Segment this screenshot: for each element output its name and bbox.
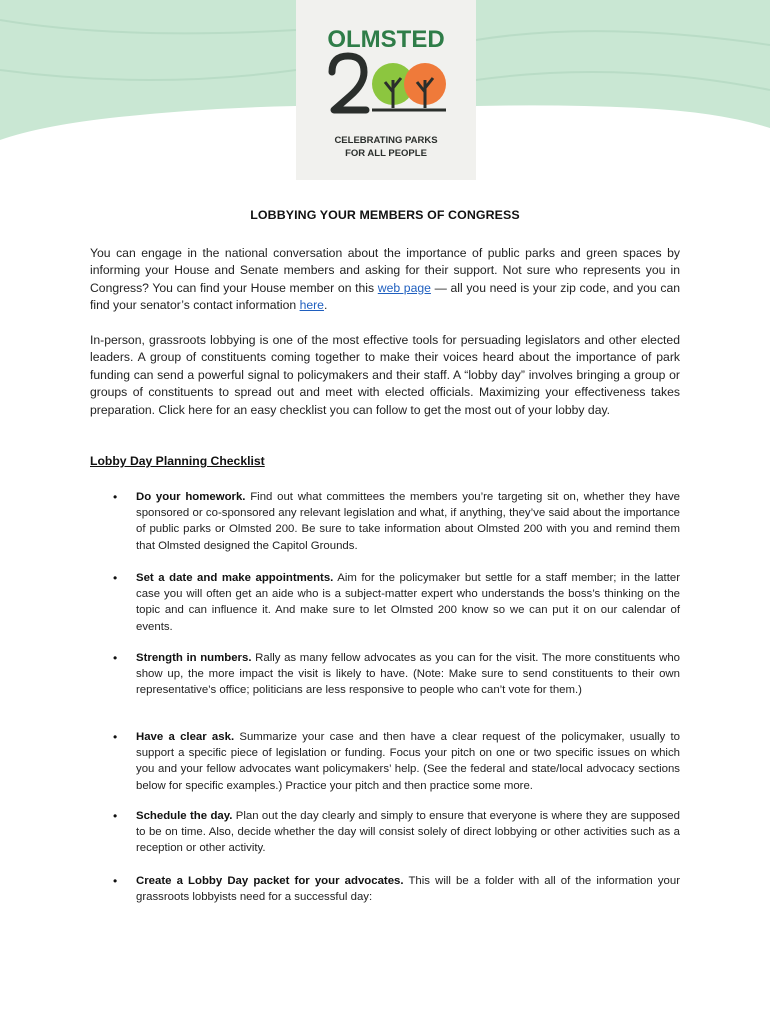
logo-digit-two [332, 56, 366, 110]
bullet: • [113, 809, 118, 823]
bullet: • [113, 730, 118, 744]
house-web-page-link[interactable]: web page [377, 280, 431, 295]
lobbying-paragraph: In-person, grassroots lobbying is one of the most effective tools for persuading legislators and other elected leaders. A group of constituents coming together to make their voices heard about the importance of park funding can send a powerful signal to policymakers and their staff. A “lobby day” involves bringing a group or groups of constituents to spread out and meet with elected officials. Maximizing your effectiveness takes preparation. Click here for an easy checklist you can follow to get the most out of your lobby day. [90, 333, 680, 417]
checklist-item-appointments: Set a date and make appointments. Aim for the policymaker but settle for a staff member; in the latter case you will often get an aide who is a subject-matter expert who understands the boss’s thinking on the topic and can influence it. And make sure to let Olmsted 200 know so we can put it on our calendar of events. [136, 572, 680, 633]
intro-paragraph [90, 245, 680, 315]
intro-text-3: . [323, 298, 328, 313]
checklist-heading: Lobby Day Planning Checklist [90, 454, 265, 468]
senator-here-link[interactable]: here [299, 298, 324, 313]
checklist-item-numbers: Strength in numbers. Rally as many fellow advocates as you can for the visit. The more constituents who show up, the more impact the visit is likely to have. (Note: Make sure to send constituents to their own representative’s office; politicians are less responsive to people who can’t vote for them.) [136, 652, 681, 697]
bullet: • [113, 490, 118, 504]
intro-text-1: You can engage in the national conversation about the importance of public parks and green spaces by informing your House and Senate members and asking for their support. Not sure who represents you in Congress? You can find your House member on this [90, 246, 680, 295]
logo-tagline-line2: FOR ALL PEOPLE [345, 148, 427, 159]
olmsted-200-logo [296, 0, 476, 180]
logo-brand-text: OLMSTED [327, 26, 445, 53]
checklist-item-homework: Do your homework. Find out what committees the members you’re targeting sit on, whether they have sponsored or co-sponsored any relevant legislation and what, if anything, they’ve said about the importance of public parks or Olmsted 200. Be sure to take information about Olmsted 200 with you and remind them that Olmsted designed the Capitol Grounds. [136, 491, 681, 552]
bullet: • [113, 874, 118, 888]
bullet: • [113, 571, 118, 585]
checklist-item-packet: Create a Lobby Day packet for your advocates. This will be a folder with all of the information your grassroots lobbyists need for a successful day: [136, 875, 680, 904]
intro-text-2: — all you need is your zip code, and you can find your senator’s contact information [90, 280, 681, 313]
checklist-item-clear-ask: Have a clear ask. Summarize your case and then have a clear request of the policymaker, usually to support a specific piece of legislation or funding. Focus your pitch on one or two specific issues on which you and your fellow advocates want policymakers’ help. (See the federal and state/local advocacy sections below for specific examples.) Practice your pitch and then practice some more. [136, 731, 680, 792]
bullet: • [113, 651, 118, 665]
document-title: LOBBYING YOUR MEMBERS OF CONGRESS [250, 208, 520, 222]
logo-tagline-line1: CELEBRATING PARKS [334, 135, 438, 146]
checklist-item-schedule: Schedule the day. Plan out the day clearly and simply to ensure that everyone is where they are supposed to be on time. Also, decide whether the day will consist solely of direct lobbying or other activities such as a reception or other activity. [136, 810, 680, 855]
